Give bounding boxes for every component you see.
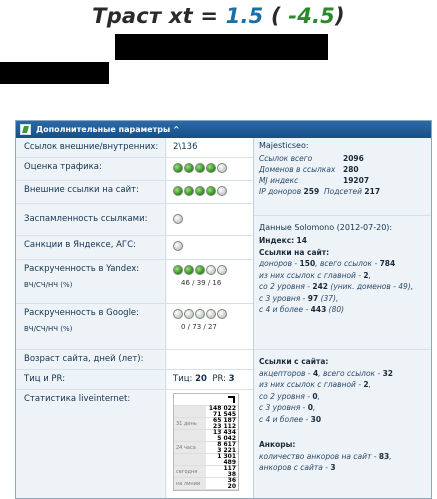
external-links-rating <box>173 186 253 196</box>
site-logo-icon <box>20 124 31 135</box>
yandex-percent: 46 / 39 / 16 <box>181 279 222 287</box>
tic-value: 20 <box>195 374 207 384</box>
majestic-title: Majesticseo: <box>259 141 309 150</box>
stat-line: анкоров с сайта - 3 <box>259 463 336 472</box>
majestic-item: Ссылок всего 2096 <box>259 154 364 163</box>
filled-dot-icon <box>206 186 216 196</box>
counter-period <box>174 430 206 441</box>
row-label: Раскрученность в Google: <box>24 308 140 318</box>
empty-dot-icon <box>173 309 183 319</box>
solomono-block: Данные Solomono (2012-07-20): Индекс: 14 Ссылки на сайт: доноров - 150, всего ссылок - 784 из них ссылок с главной - 2, со 2 уровня - 242 (уник. доменов - 49), с 3 уровня - 97 (37), с 4 и более - 443 (80) <box>254 220 431 316</box>
redacted-block <box>0 62 109 84</box>
row-label: Санкции в Яндексе, АГС: <box>16 236 166 259</box>
counter-period: на линии <box>174 478 206 489</box>
empty-dot-icon <box>206 265 216 275</box>
counter-period <box>174 454 206 465</box>
row-label: Тиц и PR: <box>16 370 166 389</box>
empty-dot-icon <box>217 163 227 173</box>
row-tic-pr <box>16 370 253 390</box>
out-links-block <box>254 353 431 474</box>
stat-line: из них ссылок с главной - 2, <box>259 270 372 280</box>
row-spam <box>16 204 253 236</box>
majestic-block <box>254 138 431 197</box>
stat-line: со 2 уровня - 242 (уник. доменов - 49), <box>259 282 414 291</box>
majestic-item: Доменов в ссылках 280 <box>259 165 359 174</box>
majestic-item: MJ индекс 19207 <box>259 176 370 185</box>
row-yandex <box>16 260 253 304</box>
stat-line: доноров - 150, всего ссылок - 784 <box>259 259 396 268</box>
spam-rating <box>173 214 253 224</box>
sanctions-rating <box>173 241 253 251</box>
headline-prefix: Траст xt = <box>92 4 226 28</box>
redacted-block <box>115 34 328 60</box>
filled-dot-icon <box>184 265 194 275</box>
yandex-rating <box>173 265 253 275</box>
empty-dot-icon <box>184 309 194 319</box>
counter-period: 31 день <box>174 418 206 429</box>
filled-dot-icon <box>184 163 194 173</box>
stat-line: со 2 уровня - 0, <box>259 391 320 401</box>
empty-dot-icon <box>173 241 183 251</box>
in-links-title: Ссылки на сайт: <box>259 247 330 257</box>
stat-line: с 3 уровня - 0, <box>259 403 316 412</box>
pr-label: PR: <box>212 374 226 384</box>
counter-value: 36 20 <box>227 477 236 490</box>
empty-dot-icon <box>206 309 216 319</box>
stat-line: с 4 и более - 443 (80) <box>259 305 345 314</box>
row-value: 2\136 <box>167 138 253 157</box>
pr-value: 3 <box>228 374 235 384</box>
row-label: Ссылок внешние/внутренних: <box>16 138 166 157</box>
counter-row <box>174 478 238 490</box>
filled-dot-icon <box>173 186 183 196</box>
stat-line: из них ссылок с главной - 2, <box>259 380 372 389</box>
counter-period: сегодня <box>174 466 206 477</box>
empty-dot-icon <box>217 309 227 319</box>
counter-value: 148 022 71 545 <box>208 405 236 418</box>
stat-line: с 3 уровня - 97 (37), <box>259 293 339 303</box>
panel-header[interactable] <box>16 121 431 138</box>
counter-value: 13 434 5 042 <box>213 429 236 442</box>
row-google <box>16 304 253 350</box>
filled-dot-icon <box>184 186 194 196</box>
solomono-title: Данные Solomono (2012-07-20): <box>259 223 393 232</box>
row-age <box>16 350 253 370</box>
counter-period <box>174 406 206 417</box>
page-headline: Траст xt = 1.5 ( -4.5) <box>92 4 345 28</box>
filled-dot-icon <box>195 186 205 196</box>
counter-value: 117 38 <box>223 465 236 478</box>
row-value <box>167 350 253 369</box>
filled-dot-icon <box>173 163 183 173</box>
headline-value2: -4.5 <box>288 4 335 28</box>
empty-dot-icon <box>173 214 183 224</box>
empty-dot-icon <box>195 309 205 319</box>
row-traffic <box>16 158 253 181</box>
row-label: Статистика liveinternet: <box>16 390 166 499</box>
counter-value: 8 617 3 221 <box>217 441 236 454</box>
row-external-links <box>16 181 253 204</box>
counter-value: 1 301 489 <box>217 453 236 466</box>
google-percent: 0 / 73 / 27 <box>181 323 217 331</box>
out-links-title: Ссылки с сайта: <box>259 357 329 366</box>
row-sanctions <box>16 236 253 260</box>
google-rating <box>173 309 253 319</box>
liveinternet-counter[interactable] <box>173 393 239 491</box>
empty-dot-icon <box>217 186 227 196</box>
row-label: Оценка трафика: <box>16 158 166 180</box>
row-label: Заспамленность ссылками: <box>16 204 166 235</box>
row-sublabel: ВЧ/СЧ/НЧ (%) <box>24 325 73 333</box>
counter-period: 24 часа <box>174 442 206 453</box>
row-links-ratio <box>16 138 253 158</box>
filled-dot-icon <box>173 265 183 275</box>
stat-line: акцепторов - 4, всего ссылок - 32 <box>259 368 394 378</box>
row-liveinternet <box>16 390 253 499</box>
anchors-title: Анкоры: <box>259 440 296 449</box>
headline-value1: 1.5 <box>225 4 264 28</box>
row-label: Раскрученность в Yandex: <box>24 264 140 274</box>
row-label: Возраст сайта, дней (лет): <box>16 350 166 369</box>
stat-line: с 4 и более - 30 <box>259 414 322 424</box>
panel-title: Дополнительные параметры ^ <box>36 125 180 134</box>
empty-dot-icon <box>217 265 227 275</box>
traffic-rating <box>173 163 253 173</box>
stat-line: количество анкоров на сайт - 83, <box>259 451 392 461</box>
majestic-ip-row: IP доноров 259 Подсетей 217 <box>259 187 381 196</box>
row-label: Внешние ссылки на сайт: <box>16 181 166 203</box>
additional-params-panel <box>15 120 432 499</box>
tic-label: Тиц: <box>173 374 193 384</box>
filled-dot-icon <box>195 265 205 275</box>
filled-dot-icon <box>195 163 205 173</box>
row-sublabel: ВЧ/СЧ/НЧ (%) <box>24 281 73 289</box>
filled-dot-icon <box>206 163 216 173</box>
counter-value: 65 187 23 112 <box>213 417 236 430</box>
